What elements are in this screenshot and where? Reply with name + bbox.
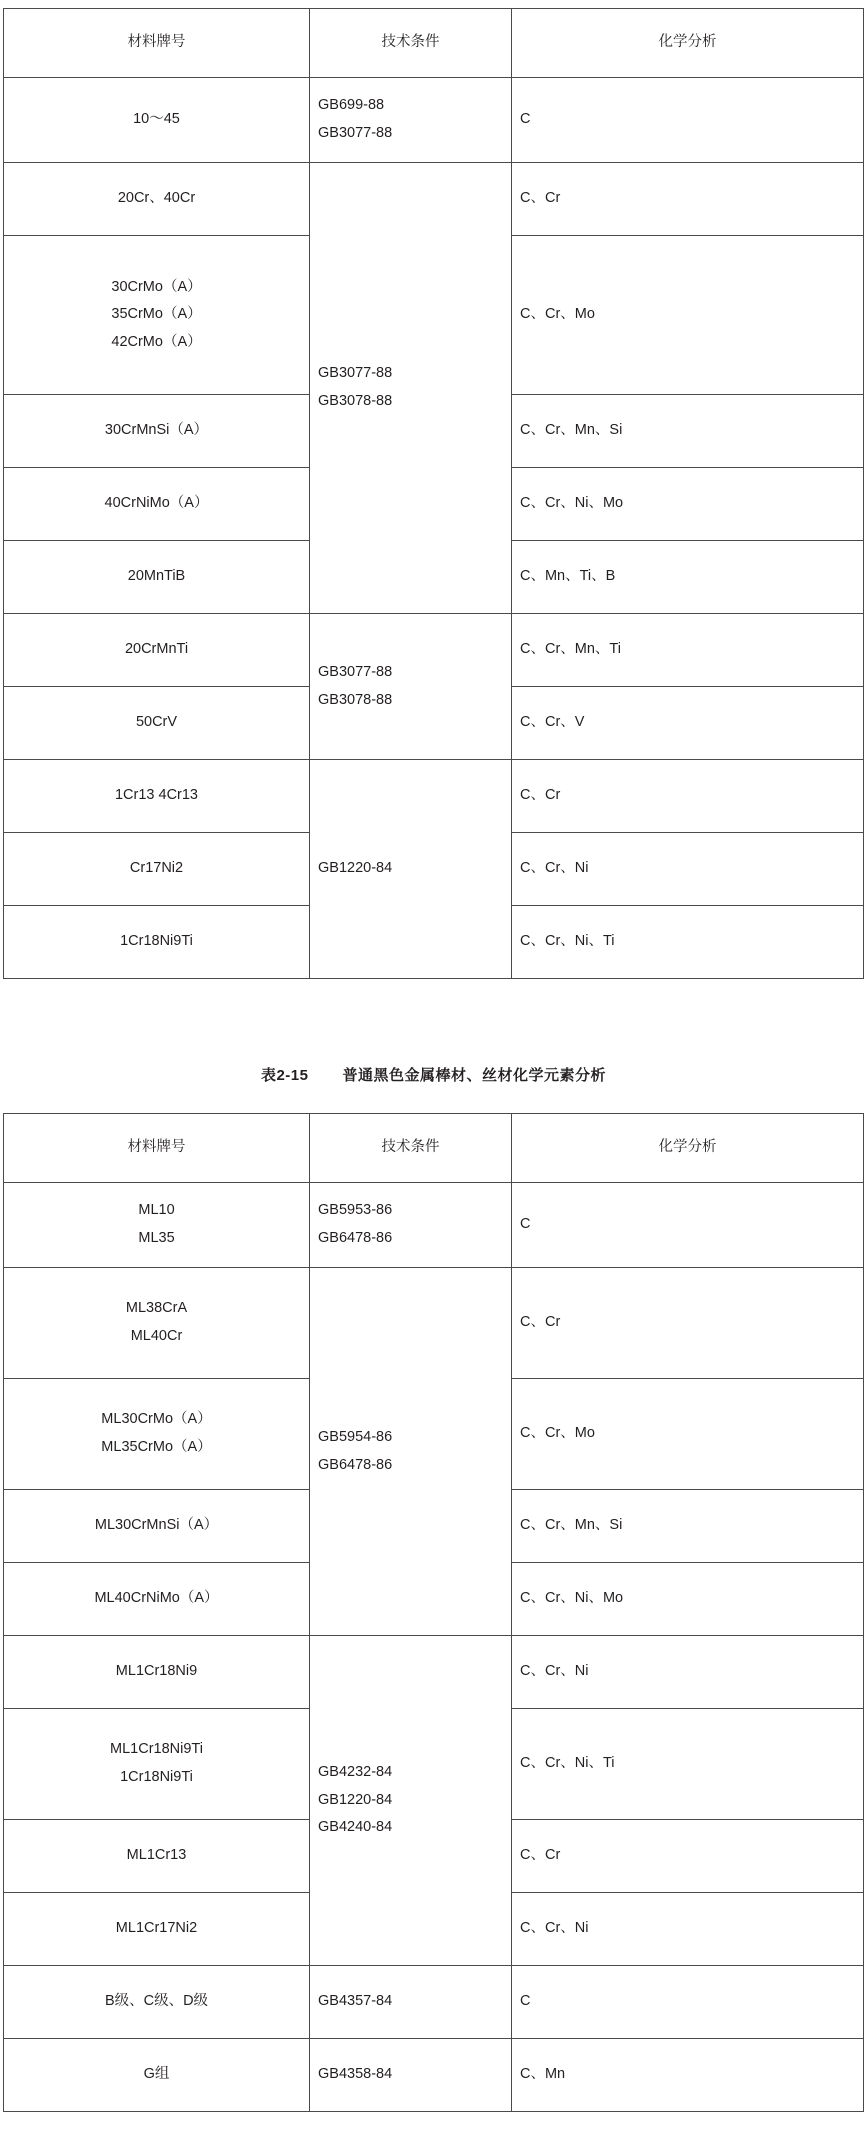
column-header-material: 材料牌号 (4, 1114, 310, 1183)
table-1-wrapper (0, 0, 867, 979)
material-value: ML35 (138, 1230, 175, 1246)
analysis-value: C、Mn、Ti、B (520, 568, 616, 585)
cell-material (4, 687, 310, 760)
cell-analysis (512, 2039, 864, 2112)
cell-spec-merged (310, 1268, 512, 1636)
cell-analysis (512, 1268, 864, 1379)
analysis-value: C (520, 1216, 531, 1233)
table-row (4, 760, 864, 833)
cell-material (4, 1490, 310, 1563)
cell-analysis (512, 614, 864, 687)
page-bottom-padding (0, 2112, 867, 2136)
table-row (4, 1636, 864, 1709)
spec-value: GB6478-86 (318, 1456, 393, 1473)
material-value: G组 (143, 2066, 170, 2083)
column-header-analysis: 化学分析 (512, 9, 864, 78)
material-value: Cr17Ni2 (129, 860, 184, 877)
material-value: ML1Cr13 (126, 1847, 187, 1864)
analysis-value: C、Cr、Ni (520, 1920, 589, 1937)
material-value: ML30CrMo（A） (101, 1411, 212, 1428)
cell-material (4, 78, 310, 163)
cell-analysis (512, 833, 864, 906)
material-value: ML40Cr (130, 1328, 183, 1344)
material-analysis-table-2 (3, 1113, 864, 2112)
analysis-value: C、Mn (520, 2066, 566, 2083)
material-value: ML30CrMnSi（A） (94, 1517, 219, 1534)
spec-value: GB5954-86 (318, 1428, 393, 1445)
cell-material (4, 906, 310, 979)
material-value: 30CrMo（A） (111, 278, 202, 295)
spec-value: GB3078-88 (318, 393, 393, 409)
column-header-analysis: 化学分析 (512, 1114, 864, 1183)
cell-material (4, 760, 310, 833)
cell-spec (310, 1183, 512, 1268)
table-row (4, 163, 864, 236)
table-2-caption (0, 1035, 867, 1113)
cell-spec (310, 2039, 512, 2112)
material-value: ML35CrMo（A） (101, 1439, 212, 1455)
analysis-value: C、Cr、Mn、Si (520, 1517, 623, 1534)
material-value: 20Cr、40Cr (117, 190, 196, 207)
caption-number: 表2-15 (260, 1066, 309, 1084)
cell-material (4, 1379, 310, 1490)
material-value: ML1Cr18Ni9Ti (110, 1741, 203, 1758)
spec-value: GB6478-86 (318, 1230, 393, 1246)
table-row (4, 1966, 864, 2039)
analysis-value: C (520, 1993, 531, 2010)
material-value: B级、C级、D级 (104, 1993, 209, 2010)
cell-spec (310, 78, 512, 163)
cell-spec-merged (310, 163, 512, 614)
analysis-value: C、Cr、Mo (520, 1425, 595, 1442)
material-value: 20MnTiB (127, 568, 186, 585)
cell-analysis (512, 687, 864, 760)
cell-material (4, 2039, 310, 2112)
analysis-value: C、Cr、Mn、Si (520, 422, 623, 439)
material-value: ML10 (138, 1202, 175, 1219)
analysis-value: C (520, 111, 531, 128)
cell-analysis (512, 395, 864, 468)
cell-material (4, 1636, 310, 1709)
spec-value: GB4358-84 (318, 2066, 393, 2083)
table-row (4, 1268, 864, 1379)
material-value: ML1Cr18Ni9 (115, 1663, 198, 1680)
cell-material (4, 614, 310, 687)
cell-analysis (512, 760, 864, 833)
cell-analysis (512, 1893, 864, 1966)
spec-value: GB5953-86 (318, 1202, 393, 1219)
material-value: 1Cr18Ni9Ti (120, 933, 193, 950)
cell-analysis (512, 1183, 864, 1268)
spec-value: GB4240-84 (318, 1819, 393, 1836)
section-spacer (0, 979, 867, 1035)
analysis-value: C、Cr、Ni (520, 860, 589, 877)
cell-material (4, 1820, 310, 1893)
spec-value: GB4232-84 (318, 1764, 393, 1781)
material-value: 1Cr13 4Cr13 (114, 787, 198, 804)
analysis-value: C、Cr、Mo (520, 306, 595, 323)
cell-material (4, 1268, 310, 1379)
material-value: 50CrV (135, 714, 178, 731)
cell-spec-merged (310, 1636, 512, 1966)
table-row (4, 78, 864, 163)
material-value: ML1Cr17Ni2 (115, 1920, 198, 1937)
material-value: 35CrMo（A） (111, 306, 202, 323)
material-value: ML40CrNiMo（A） (94, 1590, 219, 1607)
material-value: 20CrMnTi (124, 641, 189, 658)
table-2-wrapper (0, 1113, 867, 2112)
cell-spec-merged (310, 614, 512, 760)
spec-value: GB1220-84 (318, 860, 393, 877)
spec-value: GB3078-88 (318, 691, 393, 708)
cell-analysis (512, 1563, 864, 1636)
analysis-value: C、Cr、Ni (520, 1663, 589, 1680)
spec-value: GB4357-84 (318, 1993, 393, 2010)
analysis-value: C、Cr (520, 1314, 561, 1331)
cell-material (4, 395, 310, 468)
column-header-spec: 技术条件 (310, 9, 512, 78)
cell-material (4, 1183, 310, 1268)
column-header-spec: 技术条件 (310, 1114, 512, 1183)
cell-analysis (512, 236, 864, 395)
cell-material (4, 1966, 310, 2039)
analysis-value: C、Cr (520, 787, 561, 804)
cell-material (4, 1563, 310, 1636)
cell-material (4, 468, 310, 541)
spec-value: GB3077-88 (318, 663, 393, 680)
table-header-row (4, 1114, 864, 1183)
spec-value: GB1220-84 (318, 1791, 393, 1808)
table-row (4, 2039, 864, 2112)
cell-analysis (512, 541, 864, 614)
cell-spec (310, 1966, 512, 2039)
cell-analysis (512, 1709, 864, 1820)
analysis-value: C、Cr (520, 190, 561, 207)
cell-analysis (512, 1820, 864, 1893)
cell-material (4, 833, 310, 906)
cell-analysis (512, 468, 864, 541)
material-analysis-table-1 (3, 8, 864, 979)
cell-spec-merged (310, 760, 512, 979)
cell-analysis (512, 163, 864, 236)
analysis-value: C、Cr、Mn、Ti (520, 641, 621, 658)
column-header-material: 材料牌号 (4, 9, 310, 78)
analysis-value: C、Cr、Ni、Mo (520, 1590, 624, 1607)
cell-material (4, 1893, 310, 1966)
cell-analysis (512, 78, 864, 163)
cell-material (4, 541, 310, 614)
analysis-value: C、Cr、V (520, 714, 585, 731)
material-value: 30CrMnSi（A） (104, 422, 209, 439)
analysis-value: C、Cr、Ni、Ti (520, 1755, 615, 1772)
cell-analysis (512, 1379, 864, 1490)
spec-value: GB3077-88 (318, 125, 393, 141)
analysis-value: C、Cr、Ni、Mo (520, 495, 624, 512)
caption-title: 普通黑色金属棒材、丝材化学元素分析 (342, 1066, 607, 1084)
material-value: 1Cr18Ni9Ti (120, 1769, 193, 1785)
analysis-value: C、Cr、Ni、Ti (520, 933, 615, 950)
cell-analysis (512, 906, 864, 979)
analysis-value: C、Cr (520, 1847, 561, 1864)
table-header-row (4, 9, 864, 78)
material-value: 10～45 (133, 111, 180, 128)
material-value: 42CrMo（A） (111, 333, 202, 350)
table-row (4, 614, 864, 687)
spec-value: GB3077-88 (318, 365, 393, 382)
cell-analysis (512, 1966, 864, 2039)
material-value: ML38CrA (125, 1300, 188, 1317)
material-value: 40CrNiMo（A） (104, 495, 209, 512)
spec-value: GB699-88 (318, 97, 385, 114)
cell-material (4, 236, 310, 395)
cell-analysis (512, 1490, 864, 1563)
cell-analysis (512, 1636, 864, 1709)
cell-material (4, 163, 310, 236)
table-row (4, 1183, 864, 1268)
cell-material (4, 1709, 310, 1820)
